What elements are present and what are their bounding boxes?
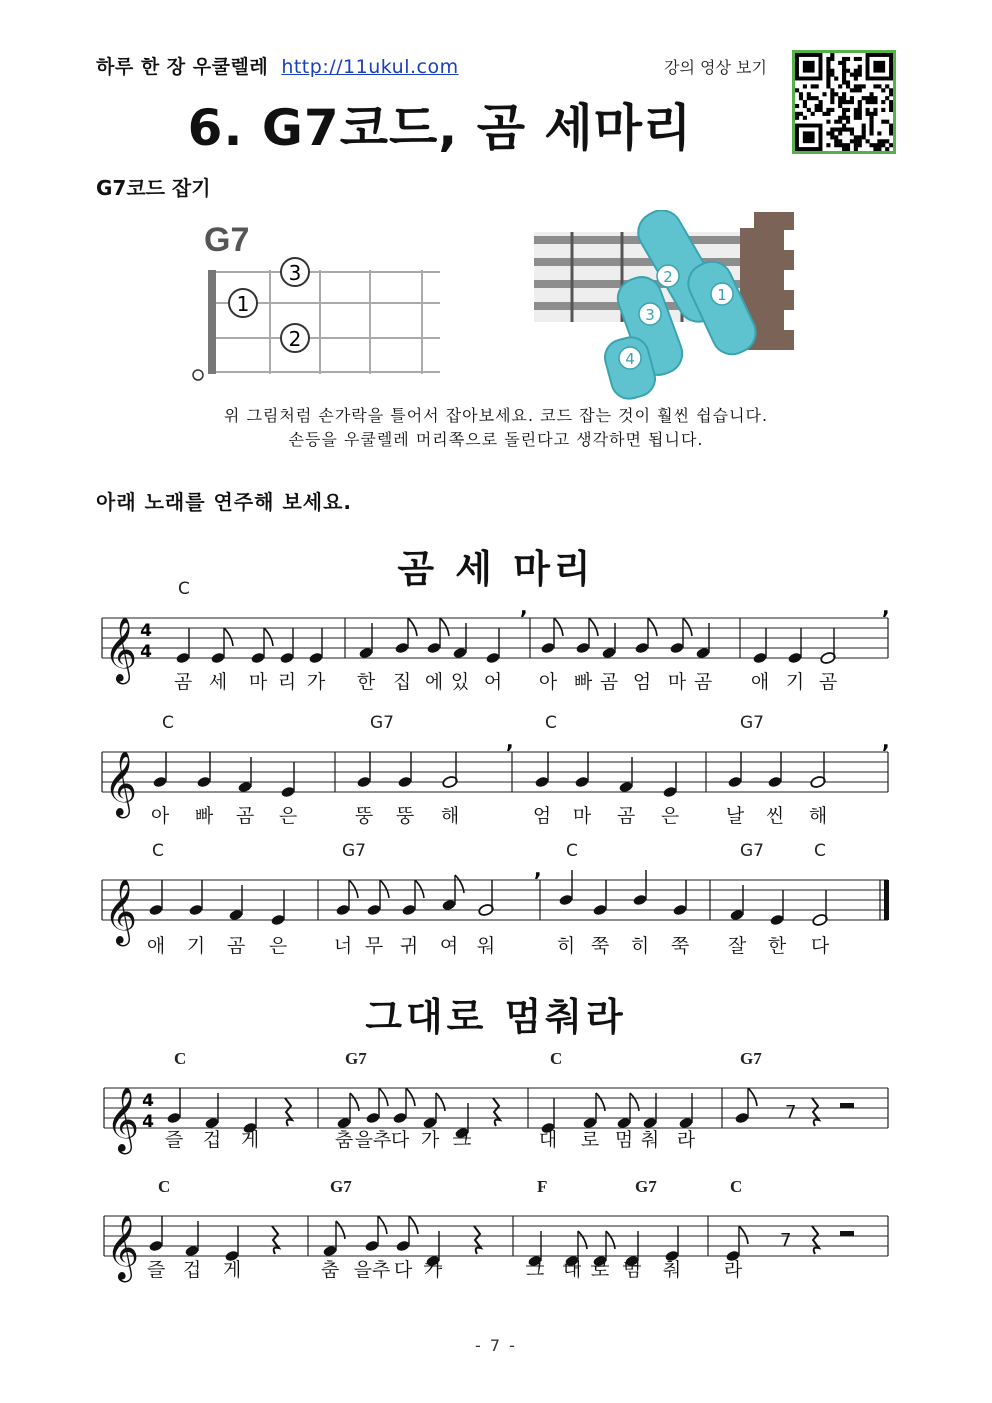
lyric-syllable: 가 (306, 671, 326, 693)
music-note (734, 1088, 757, 1124)
music-note (364, 1216, 387, 1252)
time-signature-top: 4 (140, 621, 152, 641)
music-note (534, 752, 549, 788)
lyric-syllable: 겁 (202, 1129, 222, 1151)
music-note (632, 870, 647, 906)
site-title: 하루 한 장 우쿨렐레 (96, 56, 269, 78)
svg-text:3: 3 (645, 306, 655, 324)
music-note (188, 880, 203, 916)
chord-label: G7 (342, 841, 366, 861)
lyric-syllable: 엄 (632, 671, 652, 693)
chord-label: F (537, 1177, 548, 1196)
lyric-syllable: 춤 (334, 1129, 354, 1151)
lyric-syllable: 마 (572, 805, 592, 827)
page-title: 6. G7코드, 곰 세마리 (187, 99, 693, 157)
music-note (175, 628, 190, 664)
svg-text:2: 2 (663, 268, 673, 286)
lyric-syllable: 빠 (573, 671, 593, 693)
video-link-label: 강의 영상 보기 (664, 58, 767, 77)
chord-description (0, 404, 992, 452)
header-title (96, 52, 459, 79)
lyric-syllable: 집 (392, 671, 412, 693)
lyric-syllable: 있 (450, 671, 470, 693)
svg-text:3: 3 (288, 261, 302, 285)
music-note (426, 618, 449, 654)
chord-label: C (158, 1177, 171, 1196)
lyric-syllable: 리 (277, 671, 297, 693)
music-note (767, 752, 782, 788)
music-note (356, 752, 371, 788)
song2-title: 그대로 멈춰라 (365, 995, 627, 1039)
song1-staff-line-2 (0, 713, 992, 836)
time-signature-top: 4 (142, 1091, 154, 1111)
music-note (669, 618, 692, 654)
music-note (395, 1216, 418, 1252)
lyric-syllable: 곰 (818, 671, 838, 693)
lyric-syllable: 은 (660, 805, 680, 827)
lyric-syllable: 로 (580, 1129, 600, 1151)
music-note (442, 752, 458, 789)
svg-text:2: 2 (288, 327, 302, 351)
section-heading-chord: G7코드 잡기 (96, 176, 211, 200)
half-rest (840, 1103, 854, 1108)
music-note (752, 628, 767, 664)
lyric-syllable: 춰 (662, 1259, 682, 1281)
music-note (152, 752, 167, 788)
lyric-syllable: 잘 (727, 935, 747, 957)
chord-label: G7 (740, 713, 764, 733)
music-note (279, 628, 294, 664)
treble-clef-icon: 𝄞 (104, 617, 138, 682)
breath-mark: , (506, 729, 514, 753)
song1-title: 곰 세 마리 (397, 547, 595, 591)
photo-finger-3 (639, 303, 661, 325)
half-rest (840, 1231, 854, 1236)
lyric-syllable: 한 (356, 671, 376, 693)
time-signature-bottom: 4 (140, 642, 152, 662)
lyric-syllable: 멈 (614, 1129, 634, 1151)
chord-label: G7 (740, 1049, 762, 1068)
lyric-syllable: 게 (222, 1259, 242, 1281)
music-note (210, 628, 233, 664)
lyric-syllable: 즐 (146, 1259, 166, 1281)
lyric-syllable: 쭉 (590, 935, 610, 957)
lyric-syllable: 히 (556, 935, 576, 957)
chord-label: G7 (740, 841, 764, 861)
lyric-syllable: 곰 (173, 671, 193, 693)
music-note (308, 628, 323, 664)
lyric-syllable: 해 (440, 805, 460, 827)
music-note (540, 618, 563, 654)
description-line-1: 위 그림처럼 손가락을 틀어서 잡아보세요. 코드 잡는 것이 훨씬 쉽습니다. (223, 406, 769, 425)
music-note (727, 752, 742, 788)
lyric-syllable: 다 (390, 1129, 410, 1151)
lyric-syllable: 무 (364, 935, 384, 957)
music-note (662, 762, 677, 798)
lyric-syllable: 곰 (235, 805, 255, 827)
lyric-syllable: 대 (538, 1129, 558, 1151)
music-note (366, 880, 389, 916)
photo-finger-4 (619, 347, 641, 369)
music-note (270, 890, 285, 926)
breath-mark: , (882, 595, 890, 619)
eighth-rest: 7 (780, 1230, 792, 1251)
breath-mark: , (534, 857, 542, 881)
hand-position-illustration (532, 210, 812, 400)
lyric-syllable: 너 (333, 935, 353, 957)
music-note (166, 1088, 181, 1124)
music-note (575, 618, 598, 654)
lyric-syllable: 가 (423, 1259, 443, 1281)
chord-diagram (190, 218, 450, 388)
lyric-syllable: 라 (723, 1259, 743, 1281)
svg-text:1: 1 (236, 292, 250, 316)
photo-finger-2 (657, 265, 679, 287)
lyric-syllable: 대 (562, 1259, 582, 1281)
lyric-syllable: 로 (590, 1259, 610, 1281)
section-heading-play: 아래 노래를 연주해 보세요. (96, 490, 353, 514)
music-note (250, 628, 273, 664)
finger-dot-3 (281, 258, 309, 286)
song2-staff-line-2 (0, 1177, 992, 1302)
lyric-syllable: 게 (240, 1129, 260, 1151)
lyric-syllable: 을추 (354, 1129, 392, 1151)
lyric-syllable: 곰 (616, 805, 636, 827)
chord-label: C (566, 841, 578, 861)
eighth-rest: 7 (785, 1102, 797, 1123)
music-note (365, 1088, 388, 1124)
chord-label: C (545, 713, 557, 733)
lyric-syllable: 귀 (399, 935, 419, 957)
lyric-syllable: 기 (186, 935, 206, 957)
music-note (397, 752, 412, 788)
lyric-syllable: 즐 (164, 1129, 184, 1151)
open-string-marker (193, 370, 203, 380)
quarter-rest (812, 1098, 819, 1126)
lyric-syllable: 히 (630, 935, 650, 957)
lyric-syllable: 한 (767, 935, 787, 957)
music-note (485, 628, 500, 664)
quarter-rest (812, 1226, 819, 1254)
music-note (478, 880, 494, 917)
chord-label: C (152, 841, 164, 861)
lyric-syllable: 은 (268, 935, 288, 957)
finger-dot-2 (281, 324, 309, 352)
chord-label: C (814, 841, 826, 861)
music-note (401, 880, 424, 916)
lyric-syllable: 춰 (640, 1129, 660, 1151)
music-note (725, 1226, 748, 1262)
music-note (634, 618, 657, 654)
description-line-2: 손등을 우쿨렐레 머리쪽으로 돌린다고 생각하면 됩니다. (288, 430, 704, 449)
music-note (664, 1226, 679, 1262)
lyric-syllable: 라 (676, 1129, 696, 1151)
breath-mark: , (520, 595, 528, 619)
music-note (810, 752, 826, 789)
breath-mark: , (882, 729, 890, 753)
music-note (672, 880, 687, 916)
quarter-rest (272, 1226, 279, 1254)
music-note (558, 870, 573, 906)
chord-label: G7 (635, 1177, 657, 1196)
lyric-syllable: 엄 (532, 805, 552, 827)
lyric-syllable: 곰 (693, 671, 713, 693)
lyric-syllable: 애 (750, 671, 770, 693)
finger-dot-1 (229, 289, 257, 317)
lyric-syllable: 다 (393, 1259, 413, 1281)
lyric-syllable: 씬 (765, 805, 785, 827)
music-note (574, 752, 589, 788)
chord-label: G7 (330, 1177, 352, 1196)
lyric-syllable: 곰 (226, 935, 246, 957)
music-note (335, 880, 358, 916)
lyric-syllable: 뚱 (395, 805, 415, 827)
chord-label: C (162, 713, 174, 733)
lyric-syllable: 날 (725, 805, 745, 827)
music-note (148, 1216, 163, 1252)
lyric-syllable: 에 (424, 671, 444, 693)
svg-text:4: 4 (625, 350, 635, 368)
lyric-syllable: 겁 (182, 1259, 202, 1281)
music-note (196, 752, 211, 788)
lyric-syllable: 마 (667, 671, 687, 693)
song1-staff-line-1 (0, 579, 992, 708)
chord-label: C (550, 1049, 563, 1068)
svg-text:1: 1 (717, 286, 727, 304)
lyric-syllable: 아 (538, 671, 558, 693)
site-url-link[interactable]: http://11ukul.com (281, 56, 459, 78)
lyric-syllable: 해 (808, 805, 828, 827)
treble-clef-icon: 𝄞 (106, 1087, 140, 1152)
time-signature-bottom: 4 (142, 1112, 154, 1132)
music-note (280, 762, 295, 798)
lyric-syllable: 을추 (353, 1259, 391, 1281)
music-note (224, 1226, 239, 1262)
page-number: - 7 - (475, 1336, 517, 1355)
lyric-syllable: 춤 (320, 1259, 340, 1281)
lyric-syllable: 마 (248, 671, 268, 693)
song1-staff-line-3 (0, 841, 992, 966)
quarter-rest (493, 1098, 500, 1126)
quarter-rest (285, 1098, 292, 1126)
lyric-syllable: 세 (208, 671, 228, 693)
chord-label: C (178, 579, 190, 599)
lyric-syllable: 은 (278, 805, 298, 827)
photo-finger-1 (711, 283, 733, 305)
lyric-syllable: 가 (420, 1129, 440, 1151)
lyric-syllable: 뚱 (354, 805, 374, 827)
music-note (769, 890, 784, 926)
chord-label: C (174, 1049, 187, 1068)
lyric-syllable: 애 (146, 935, 166, 957)
lyric-syllable: 쭉 (670, 935, 690, 957)
music-note (812, 890, 828, 927)
treble-clef-icon: 𝄞 (104, 751, 138, 816)
music-note (394, 618, 417, 654)
lyric-syllable: 곰 (599, 671, 619, 693)
lyric-syllable: 그 (452, 1129, 472, 1151)
music-note (820, 628, 836, 665)
chord-diagram-name: G7 (204, 221, 250, 259)
chord-label: C (730, 1177, 743, 1196)
quarter-rest (474, 1226, 481, 1254)
chord-label: G7 (370, 713, 394, 733)
music-note (592, 880, 607, 916)
treble-clef-icon: 𝄞 (104, 879, 138, 944)
lyric-syllable: 여 (439, 935, 459, 957)
lyric-syllable: 빠 (194, 805, 214, 827)
music-note (787, 628, 802, 664)
lyric-syllable: 아 (150, 805, 170, 827)
lyric-syllable: 기 (785, 671, 805, 693)
lyric-syllable: 그 (525, 1259, 545, 1281)
lyric-syllable: 워 (476, 935, 496, 957)
song2-staff-line-1 (0, 1049, 992, 1172)
music-note (392, 1088, 415, 1124)
treble-clef-icon: 𝄞 (106, 1215, 140, 1280)
lyric-syllable: 어 (483, 671, 503, 693)
chord-label: G7 (345, 1049, 367, 1068)
lyric-syllable: 멈 (622, 1259, 642, 1281)
lyric-syllable: 다 (810, 935, 830, 957)
music-note (148, 880, 163, 916)
